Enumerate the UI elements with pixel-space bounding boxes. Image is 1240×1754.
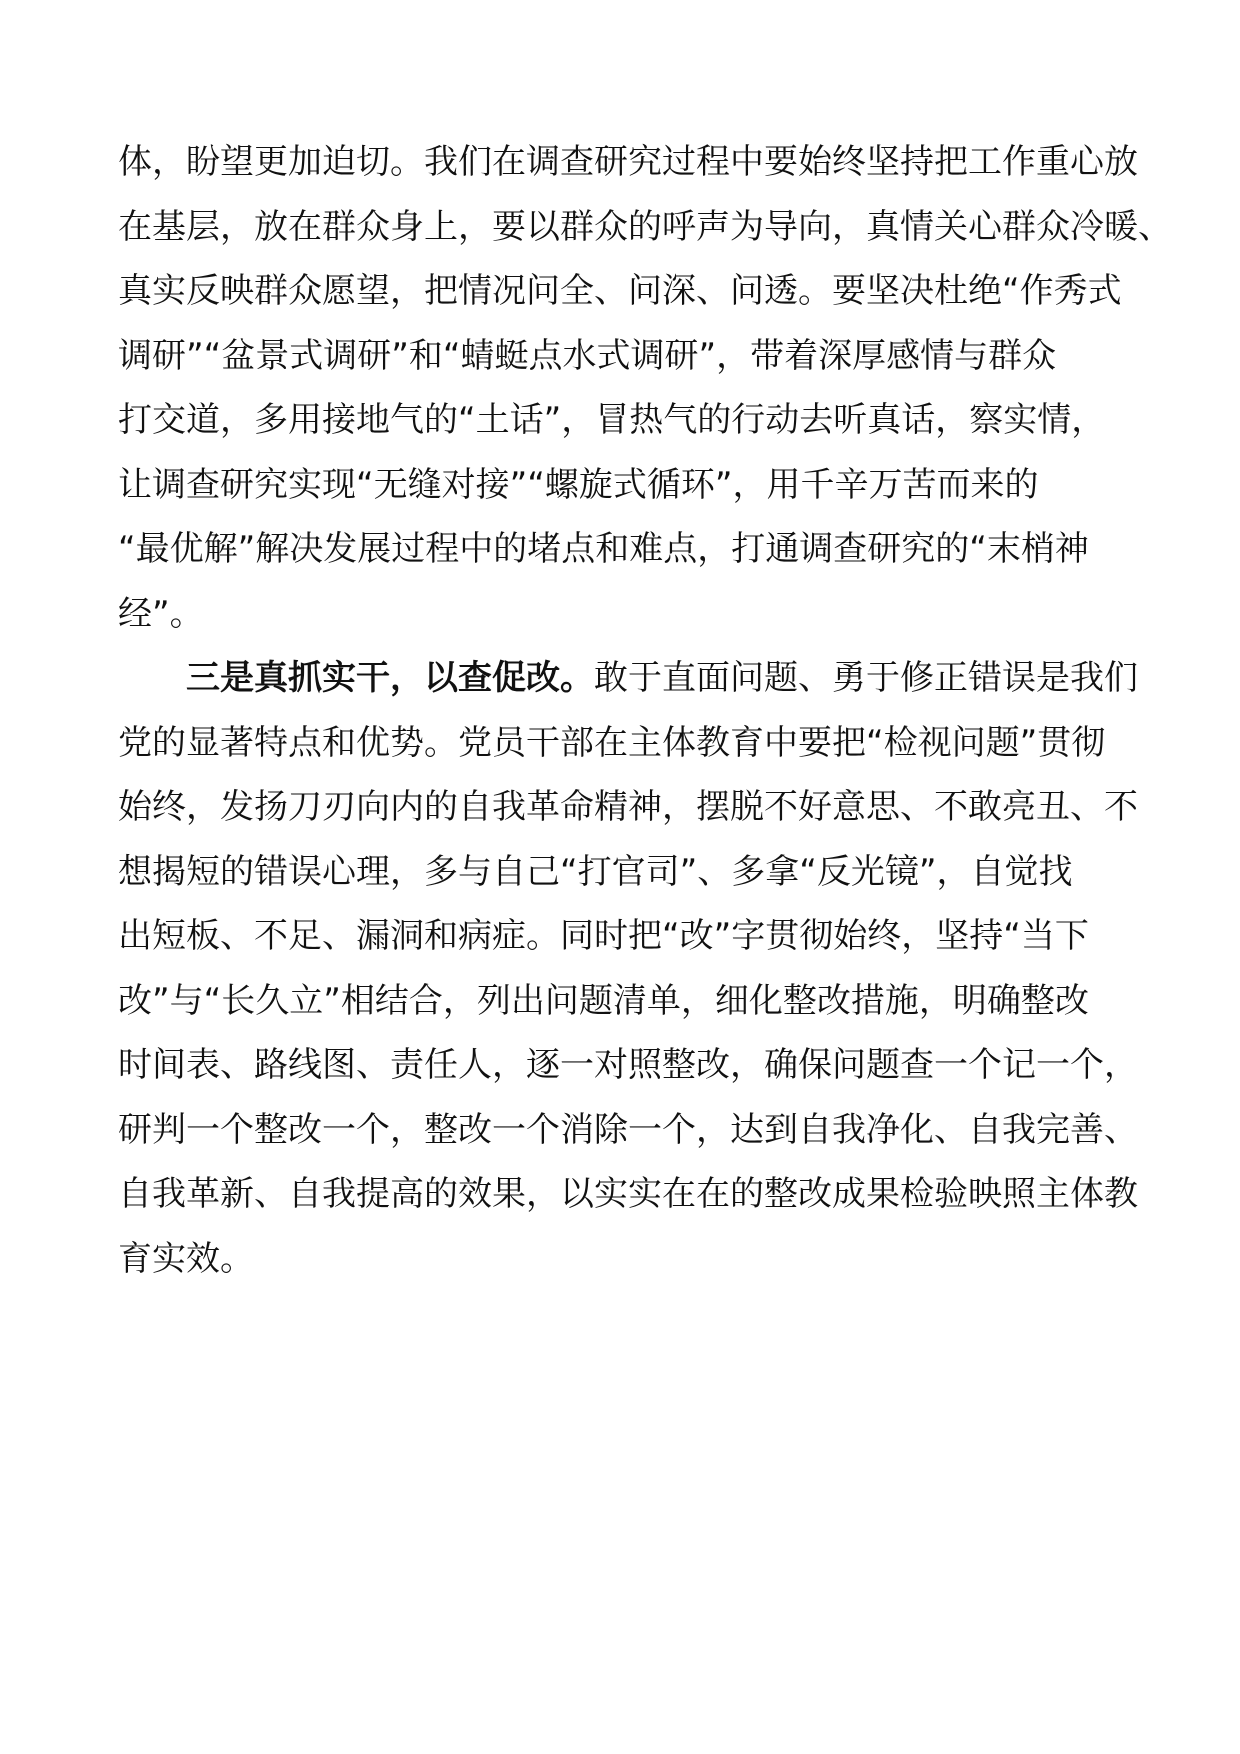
paragraph-1 [118, 130, 1172, 646]
text-line: 始终，发扬刀刃向内的自我革命精神，摆脱不好意思、不敢亮丑、不 [118, 787, 1138, 827]
section-heading: 三是真抓实干，以查促改。 [186, 658, 594, 698]
text-line: 真实反映群众愿望，把情况问全、问深、问透。要坚决杜绝“作秀式 [118, 271, 1122, 311]
text-line: 在基层，放在群众身上，要以群众的呼声为导向，真情关心群众冷暖、 [118, 206, 1172, 247]
text-line: 经”。 [118, 593, 204, 634]
text-line: 育实效。 [118, 1238, 254, 1279]
text-line: 调研”“盆景式调研”和“蜻蜓点水式调研”，带着深厚感情与群众 [118, 335, 1057, 376]
text-line: 时间表、路线图、责任人，逐一对照整改，确保问题查一个记一个， [118, 1045, 1138, 1085]
text-line: 改”与“长久立”相结合，列出问题清单，细化整改措施，明确整改 [118, 980, 1089, 1021]
paragraph-2 [118, 646, 1138, 1291]
text-line: 研判一个整改一个，整改一个消除一个，达到自我净化、自我完善、 [118, 1109, 1138, 1150]
text-line: 打交道，多用接地气的“土话”，冒热气的行动去听真话，察实情， [118, 400, 1106, 440]
text-line: 想揭短的错误心理，多与自己“打官司”、多拿“反光镜”，自觉找 [118, 851, 1073, 892]
text-line: “最优解”解决发展过程中的堵点和难点，打通调查研究的“末梢神 [118, 529, 1089, 569]
text-line: 让调查研究实现“无缝对接”“螺旋式循环”，用千辛万苦而来的 [118, 464, 1039, 505]
body-text [118, 130, 1172, 1291]
text-line: 体，盼望更加迫切。我们在调查研究过程中要始终坚持把工作重心放 [118, 142, 1138, 182]
paragraph-first-line [118, 646, 1138, 711]
text-line: 出短板、不足、漏洞和病症。同时把“改”字贯彻始终，坚持“当下 [118, 916, 1089, 956]
text-line-rest: 敢于直面问题、勇于修正错误是我们 [594, 658, 1138, 698]
text-line: 自我革新、自我提高的效果，以实实在在的整改成果检验映照主体教 [118, 1174, 1138, 1214]
text-line: 党的显著特点和优势。党员干部在主体教育中要把“检视问题”贯彻 [118, 722, 1106, 763]
